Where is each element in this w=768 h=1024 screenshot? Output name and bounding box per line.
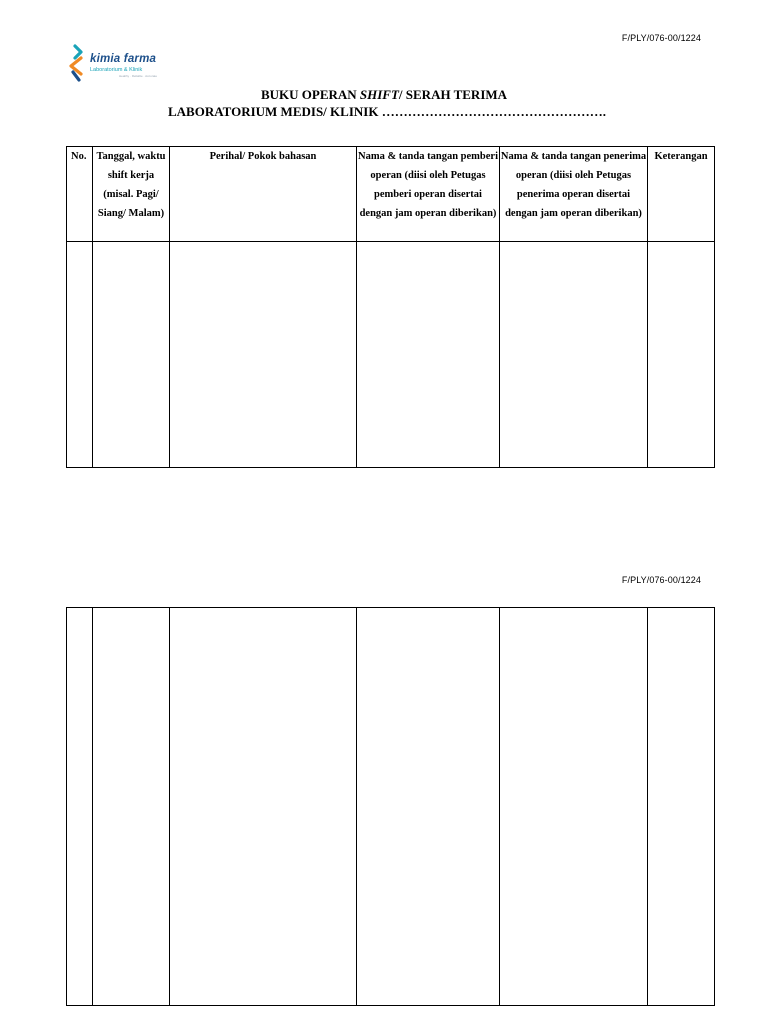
- header-giver: Nama & tanda tangan pemberi operan (diisi oleh Petugas pemberi operan disertai dengan jam operan diberikan): [357, 147, 500, 242]
- logo-mark-icon: [67, 44, 89, 84]
- logo-brand-text: kimia farma: [90, 53, 157, 65]
- document-code: F/PLY/076-00/1224: [621, 33, 701, 43]
- header-subject: Perihal/ Pokok bahasan: [170, 147, 357, 242]
- cell-notes[interactable]: [648, 608, 715, 1006]
- cell-giver[interactable]: [357, 242, 500, 468]
- table-row: [67, 242, 715, 468]
- document-title: [0, 87, 768, 103]
- cell-giver[interactable]: [357, 608, 500, 1006]
- document-code: F/PLY/076-00/1224: [621, 575, 701, 585]
- cell-date-shift[interactable]: [93, 608, 170, 1006]
- cell-no[interactable]: [67, 242, 93, 468]
- logo-tagline: Healthy · Reliable · Accurate: [119, 74, 158, 78]
- handover-table-continued: [66, 607, 715, 1006]
- header-no: No.: [67, 147, 93, 242]
- kimia-farma-logo: [67, 44, 167, 84]
- header-notes: Keterangan: [648, 147, 715, 242]
- header-receiver: Nama & tanda tangan penerima operan (diisi oleh Petugas penerima operan disertai dengan jam operan diberikan): [500, 147, 648, 242]
- document-subtitle: LABORATORIUM MEDIS/ KLINIK …………………………………………….: [168, 104, 606, 119]
- cell-subject[interactable]: [170, 608, 357, 1006]
- cell-subject[interactable]: [170, 242, 357, 468]
- logo-subtitle: Laboratorium & Klinik: [90, 67, 143, 73]
- handover-table: [66, 146, 715, 468]
- cell-notes[interactable]: [648, 242, 715, 468]
- header-date-shift: Tanggal, waktu shift kerja (misal. Pagi/ Siang/ Malam): [93, 147, 170, 242]
- cell-receiver[interactable]: [500, 608, 648, 1006]
- title-suffix: / SERAH TERIMA: [398, 87, 508, 102]
- table-header-row: [67, 147, 715, 242]
- title-prefix: BUKU OPERAN: [260, 87, 360, 102]
- cell-no[interactable]: [67, 608, 93, 1006]
- title-shift: SHIFT: [359, 87, 399, 102]
- table-row: [67, 608, 715, 1006]
- cell-receiver[interactable]: [500, 242, 648, 468]
- cell-date-shift[interactable]: [93, 242, 170, 468]
